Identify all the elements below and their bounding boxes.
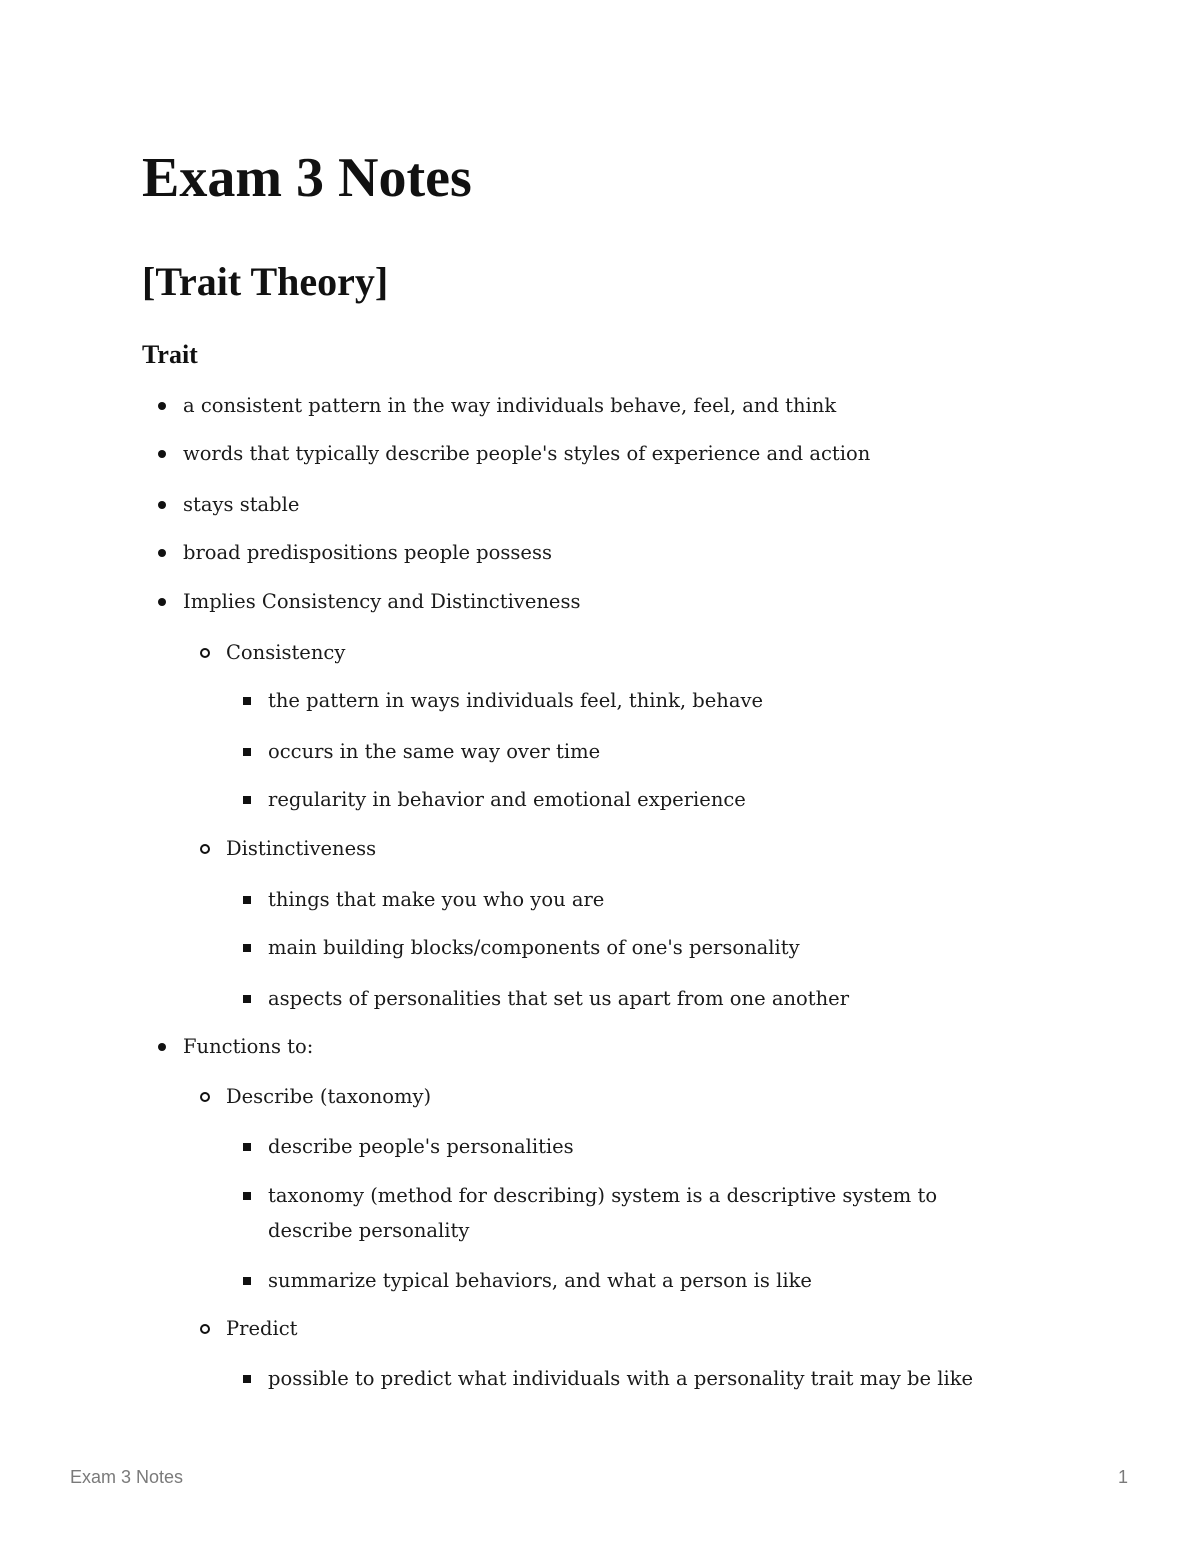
list-item-text: aspects of personalities that set us apart from one another <box>268 987 850 1010</box>
bullet-circle-icon <box>200 1324 210 1334</box>
list-item-text: summarize typical behaviors, and what a person is like <box>268 1269 812 1292</box>
list-item-text: main building blocks/components of one's personality <box>268 936 800 959</box>
subheading: Trait <box>142 340 198 369</box>
list-item-text: things that make you who you are <box>268 888 605 911</box>
bullet-square-icon <box>243 896 251 904</box>
bullet-square-icon <box>243 1375 251 1383</box>
list-item <box>268 1178 1008 1248</box>
bullet-disc-icon <box>158 598 166 606</box>
list-item-text: Functions to: <box>183 1035 314 1058</box>
list-item-text: stays stable <box>183 493 300 516</box>
bullet-square-icon <box>243 748 251 756</box>
bullet-disc-icon <box>158 402 166 410</box>
section-heading: [Trait Theory] <box>142 259 389 304</box>
list-item-text: taxonomy (method for describing) system is a descriptive system to describe personality <box>268 1184 938 1242</box>
list-item <box>268 683 1008 718</box>
document-title: Exam 3 Notes <box>142 147 472 209</box>
bullet-square-icon <box>243 1192 251 1200</box>
list-item <box>268 882 1008 917</box>
list-item <box>226 831 1046 866</box>
list-item <box>226 1079 1046 1114</box>
bullet-disc-icon <box>158 549 166 557</box>
bullet-circle-icon <box>200 648 210 658</box>
list-item <box>226 1311 1046 1346</box>
list-item <box>268 930 1008 965</box>
list-item-text: Implies Consistency and Distinctiveness <box>183 590 581 613</box>
bullet-disc-icon <box>158 501 166 509</box>
list-item-text: Describe (taxonomy) <box>226 1085 432 1108</box>
bullet-circle-icon <box>200 1092 210 1102</box>
bullet-disc-icon <box>158 450 166 458</box>
list-item <box>183 388 1043 423</box>
bullet-square-icon <box>243 697 251 705</box>
list-item <box>183 1029 1043 1064</box>
bullet-circle-icon <box>200 844 210 854</box>
list-item-text: occurs in the same way over time <box>268 740 601 763</box>
list-item <box>268 782 1008 817</box>
list-item <box>183 535 1043 570</box>
list-item <box>268 1361 1008 1396</box>
list-item-text: broad predispositions people possess <box>183 541 552 564</box>
list-item <box>226 635 1046 670</box>
bullet-square-icon <box>243 1277 251 1285</box>
list-item-text: a consistent pattern in the way individuals behave, feel, and think <box>183 394 837 417</box>
bullet-square-icon <box>243 995 251 1003</box>
list-item-text: Predict <box>226 1317 298 1340</box>
list-item <box>183 487 1043 522</box>
list-item-text: describe people's personalities <box>268 1135 574 1158</box>
list-item <box>268 981 1008 1016</box>
bullet-square-icon <box>243 944 251 952</box>
list-item-text: possible to predict what individuals with a personality trait may be like <box>268 1367 974 1390</box>
page-number: 1 <box>1117 1467 1128 1487</box>
bullet-disc-icon <box>158 1043 166 1051</box>
list-item <box>268 1263 1008 1298</box>
bullet-square-icon <box>243 1143 251 1151</box>
list-item-text: Distinctiveness <box>226 837 377 860</box>
list-item-text: regularity in behavior and emotional experience <box>268 788 746 811</box>
list-item <box>183 584 1043 619</box>
list-item <box>268 1129 1008 1164</box>
list-item-text: words that typically describe people's styles of experience and action <box>183 442 871 465</box>
list-item-text: the pattern in ways individuals feel, think, behave <box>268 689 764 712</box>
list-item-text: Consistency <box>226 641 346 664</box>
list-item <box>268 734 1008 769</box>
bullet-square-icon <box>243 796 251 804</box>
footer-title: Exam 3 Notes <box>70 1467 184 1487</box>
list-item <box>183 436 1043 471</box>
